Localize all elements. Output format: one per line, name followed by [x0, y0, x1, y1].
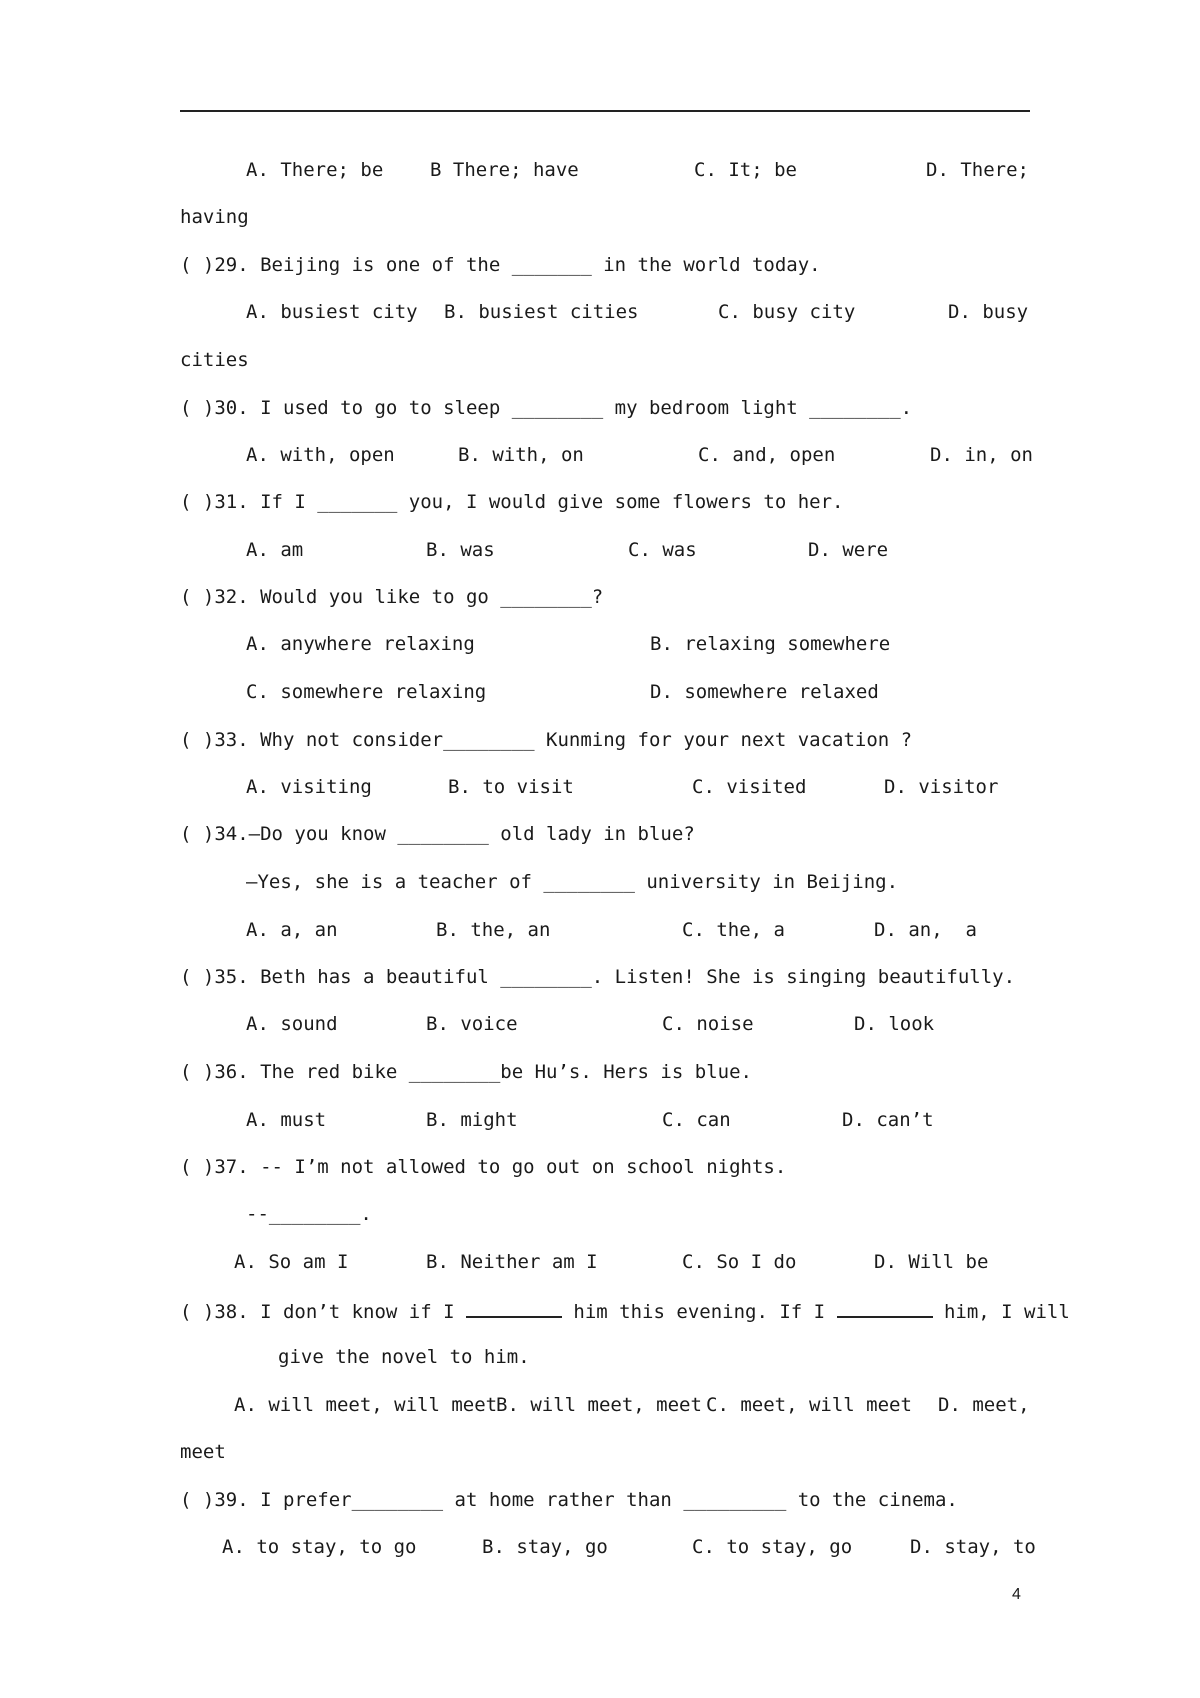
q38-option-a: A. will meet, will meet: [234, 1394, 498, 1416]
q39-option-b: B. stay, go: [482, 1536, 608, 1558]
q39-option-d: D. stay, to: [910, 1536, 1036, 1558]
q29-option-a: A. busiest city: [246, 301, 418, 323]
q39-stem: ( )39. I prefer________ at home rather than _________ to the cinema.: [180, 1489, 958, 1511]
q37-option-b: B. Neither am I: [426, 1251, 598, 1273]
q31-stem: ( )31. If I _______ you, I would give some flowers to her.: [180, 491, 844, 513]
q29-option-c: C. busy city: [718, 301, 856, 323]
q34-stem: ( )34.—Do you know ________ old lady in blue?: [180, 823, 695, 845]
q38-option-c: C. meet, will meet: [706, 1394, 912, 1416]
q28-option-b: B There; have: [430, 159, 579, 181]
q32-option-d: D. somewhere relaxed: [650, 681, 879, 703]
q33-option-c: C. visited: [692, 776, 807, 798]
q37-stem: ( )37. -- I’m not allowed to go out on school nights.: [180, 1156, 787, 1178]
q29-option-d-wrap: cities: [180, 349, 249, 371]
q29-option-b: B. busiest cities: [444, 301, 639, 323]
q32-option-a: A. anywhere relaxing: [246, 633, 475, 655]
q36-option-a: A. must: [246, 1109, 327, 1131]
q31-option-a: A. am: [246, 539, 304, 561]
q37-stem-reply: --________.: [246, 1203, 372, 1225]
q31-option-d: D. were: [808, 539, 889, 561]
q34-option-c: C. the, a: [682, 919, 785, 941]
q38-blank-1: [466, 1298, 562, 1318]
header-rule: [180, 110, 1030, 112]
q38-option-d-wrap: meet: [180, 1441, 226, 1463]
q34-option-d: D. an, a: [874, 919, 977, 941]
q38-blank-2: [837, 1298, 933, 1318]
q29-stem: ( )29. Beijing is one of the _______ in the world today.: [180, 254, 821, 276]
q39-option-a: A. to stay, to go: [222, 1536, 417, 1558]
q35-stem: ( )35. Beth has a beautiful ________. Listen! She is singing beautifully.: [180, 966, 1016, 988]
q35-option-b: B. voice: [426, 1013, 518, 1035]
q34-option-a: A. a, an: [246, 919, 338, 941]
page-number: 4: [1012, 1586, 1021, 1603]
q38-option-d: D. meet,: [938, 1394, 1030, 1416]
q32-option-b: B. relaxing somewhere: [650, 633, 891, 655]
q37-option-a: A. So am I: [234, 1251, 349, 1273]
q38-option-b: B. will meet, meet: [496, 1394, 702, 1416]
q34-stem-reply: —Yes, she is a teacher of ________ university in Beijing.: [246, 871, 899, 893]
q30-stem: ( )30. I used to go to sleep ________ my bedroom light ________.: [180, 397, 913, 419]
q28-option-d-wrap: having: [180, 206, 249, 228]
q36-stem: ( )36. The red bike ________be Hu’s. Hers is blue.: [180, 1061, 752, 1083]
q34-option-b: B. the, an: [436, 919, 551, 941]
q30-option-c: C. and, open: [698, 444, 836, 466]
q36-option-b: B. might: [426, 1109, 518, 1131]
q36-option-c: C. can: [662, 1109, 731, 1131]
q33-option-a: A. visiting: [246, 776, 372, 798]
q28-option-a: A. There; be: [246, 159, 384, 181]
q37-option-d: D. Will be: [874, 1251, 989, 1273]
q31-option-c: C. was: [628, 539, 697, 561]
q35-option-c: C. noise: [662, 1013, 754, 1035]
q28-option-d: D. There;: [926, 159, 1029, 181]
q33-stem: ( )33. Why not consider________ Kunming for your next vacation ?: [180, 729, 913, 751]
q31-option-b: B. was: [426, 539, 495, 561]
q36-option-d: D. can’t: [842, 1109, 934, 1131]
q32-option-c: C. somewhere relaxing: [246, 681, 487, 703]
q33-option-d: D. visitor: [884, 776, 999, 798]
q39-option-c: C. to stay, go: [692, 1536, 853, 1558]
q29-option-d: D. busy: [948, 301, 1029, 323]
q35-option-d: D. look: [854, 1013, 935, 1035]
q30-option-b: B. with, on: [458, 444, 584, 466]
q37-option-c: C. So I do: [682, 1251, 797, 1273]
q32-stem: ( )32. Would you like to go ________?: [180, 586, 604, 608]
q33-option-b: B. to visit: [448, 776, 574, 798]
q30-option-a: A. with, open: [246, 444, 395, 466]
q38-stem: ( )38. I don’t know if I him this evening. If I him, I will: [180, 1298, 1070, 1324]
q38-stem-continued: give the novel to him.: [278, 1346, 530, 1368]
q35-option-a: A. sound: [246, 1013, 338, 1035]
q28-option-c: C. It; be: [694, 159, 797, 181]
q30-option-d: D. in, on: [930, 444, 1033, 466]
